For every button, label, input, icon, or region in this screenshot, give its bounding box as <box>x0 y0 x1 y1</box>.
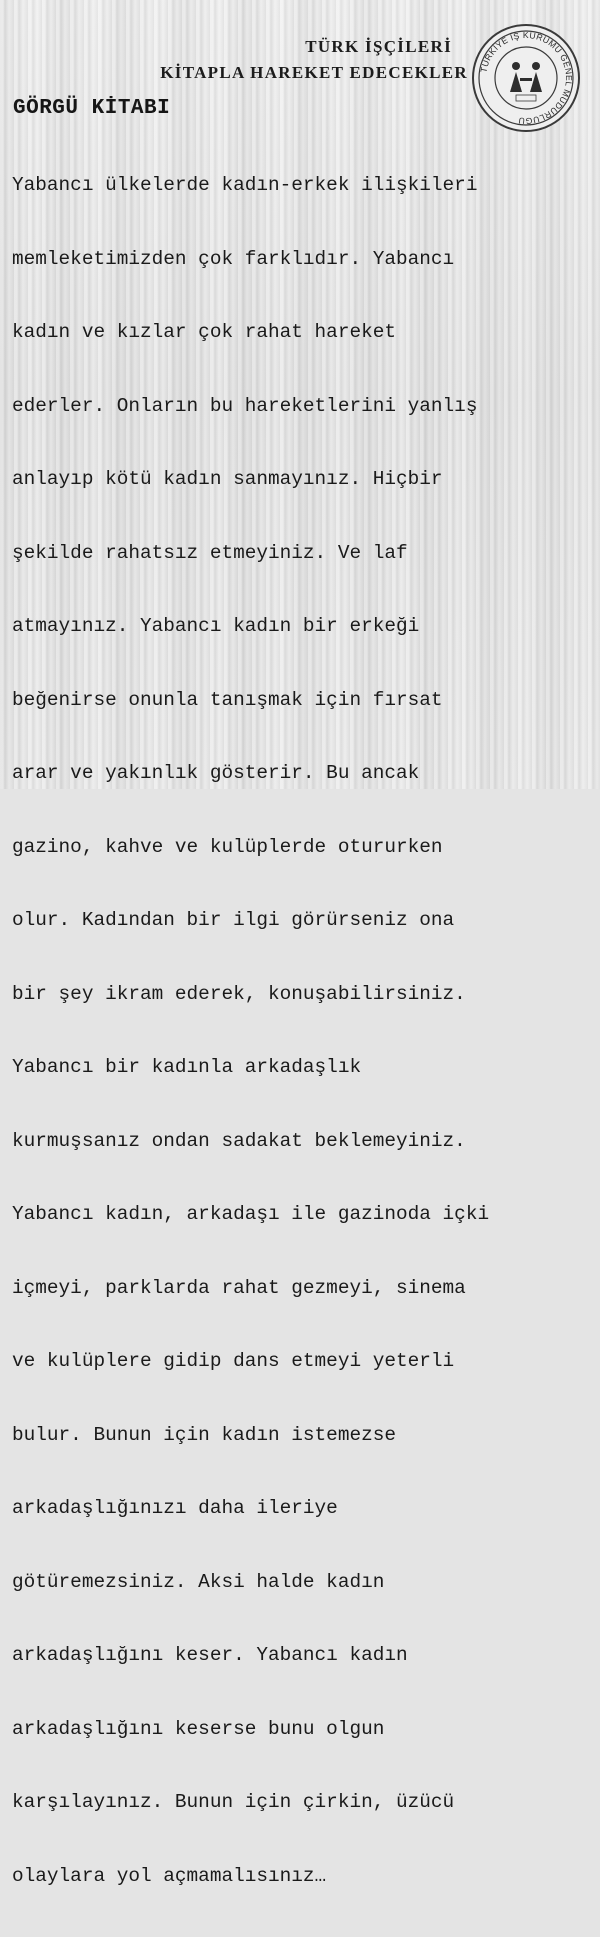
body-line: şekilde rahatsız etmeyiniz. Ve laf <box>12 541 408 564</box>
body-line: karşılayınız. Bunun için çirkin, üzücü <box>12 1791 455 1813</box>
body-line: ve kulüplere gidip dans etmeyi yeterli <box>12 1350 455 1372</box>
institutional-seal-icon <box>470 22 582 134</box>
body-line: bir şey ikram ederek, konuşabilirsiniz. <box>12 982 466 1005</box>
document-header <box>160 34 468 86</box>
body-line: ederler. Onların bu hareketlerini yanlış <box>12 394 478 417</box>
body-line: kurmuşsanız ondan sadakat beklemeyiniz. <box>12 1129 466 1152</box>
body-paragraph <box>12 124 597 1937</box>
body-line: götüremezsiniz. Aksi halde kadın <box>12 1570 385 1593</box>
body-line: arkadaşlığını keserse bunu olgun <box>12 1717 385 1740</box>
seal-text: TÜRKİYE İŞ KURUMU GENEL MÜDÜRLÜĞÜ <box>478 29 575 127</box>
body-line: gazino, kahve ve kulüplerde otururken <box>12 835 443 858</box>
document-title: GÖRGÜ KİTABI <box>13 97 171 120</box>
body-line: Yabancı ülkelerde kadın-erkek ilişkileri <box>12 174 478 196</box>
body-line: atmayınız. Yabancı kadın bir erkeği <box>12 615 420 637</box>
body-line: arkadaşlığını keser. Yabancı kadın <box>12 1644 408 1666</box>
body-line: olur. Kadından bir ilgi görürseniz ona <box>12 909 455 931</box>
body-line: Yabancı kadın, arkadaşı ile gazinoda içki <box>12 1203 490 1225</box>
body-line: içmeyi, parklarda rahat gezmeyi, sinema <box>12 1276 466 1299</box>
body-line: kadın ve kızlar çok rahat hareket <box>12 321 396 343</box>
body-line: arkadaşlığınızı daha ileriye <box>12 1497 338 1519</box>
header-line-2: KİTAPLA HAREKET EDECEKLER <box>160 63 468 82</box>
body-line: beğenirse onunla tanışmak için fırsat <box>12 688 443 711</box>
body-line: anlayıp kötü kadın sanmayınız. Hiçbir <box>12 468 443 490</box>
body-line: memleketimizden çok farklıdır. Yabancı <box>12 247 455 270</box>
body-line: bulur. Bunun için kadın istemezse <box>12 1423 396 1446</box>
body-line: Yabancı bir kadınla arkadaşlık <box>12 1056 362 1078</box>
body-line: olaylara yol açmamalısınız… <box>12 1864 327 1887</box>
header-line-1: TÜRK İŞÇİLERİ <box>305 37 452 56</box>
body-line: arar ve yakınlık gösterir. Bu ancak <box>12 762 420 784</box>
